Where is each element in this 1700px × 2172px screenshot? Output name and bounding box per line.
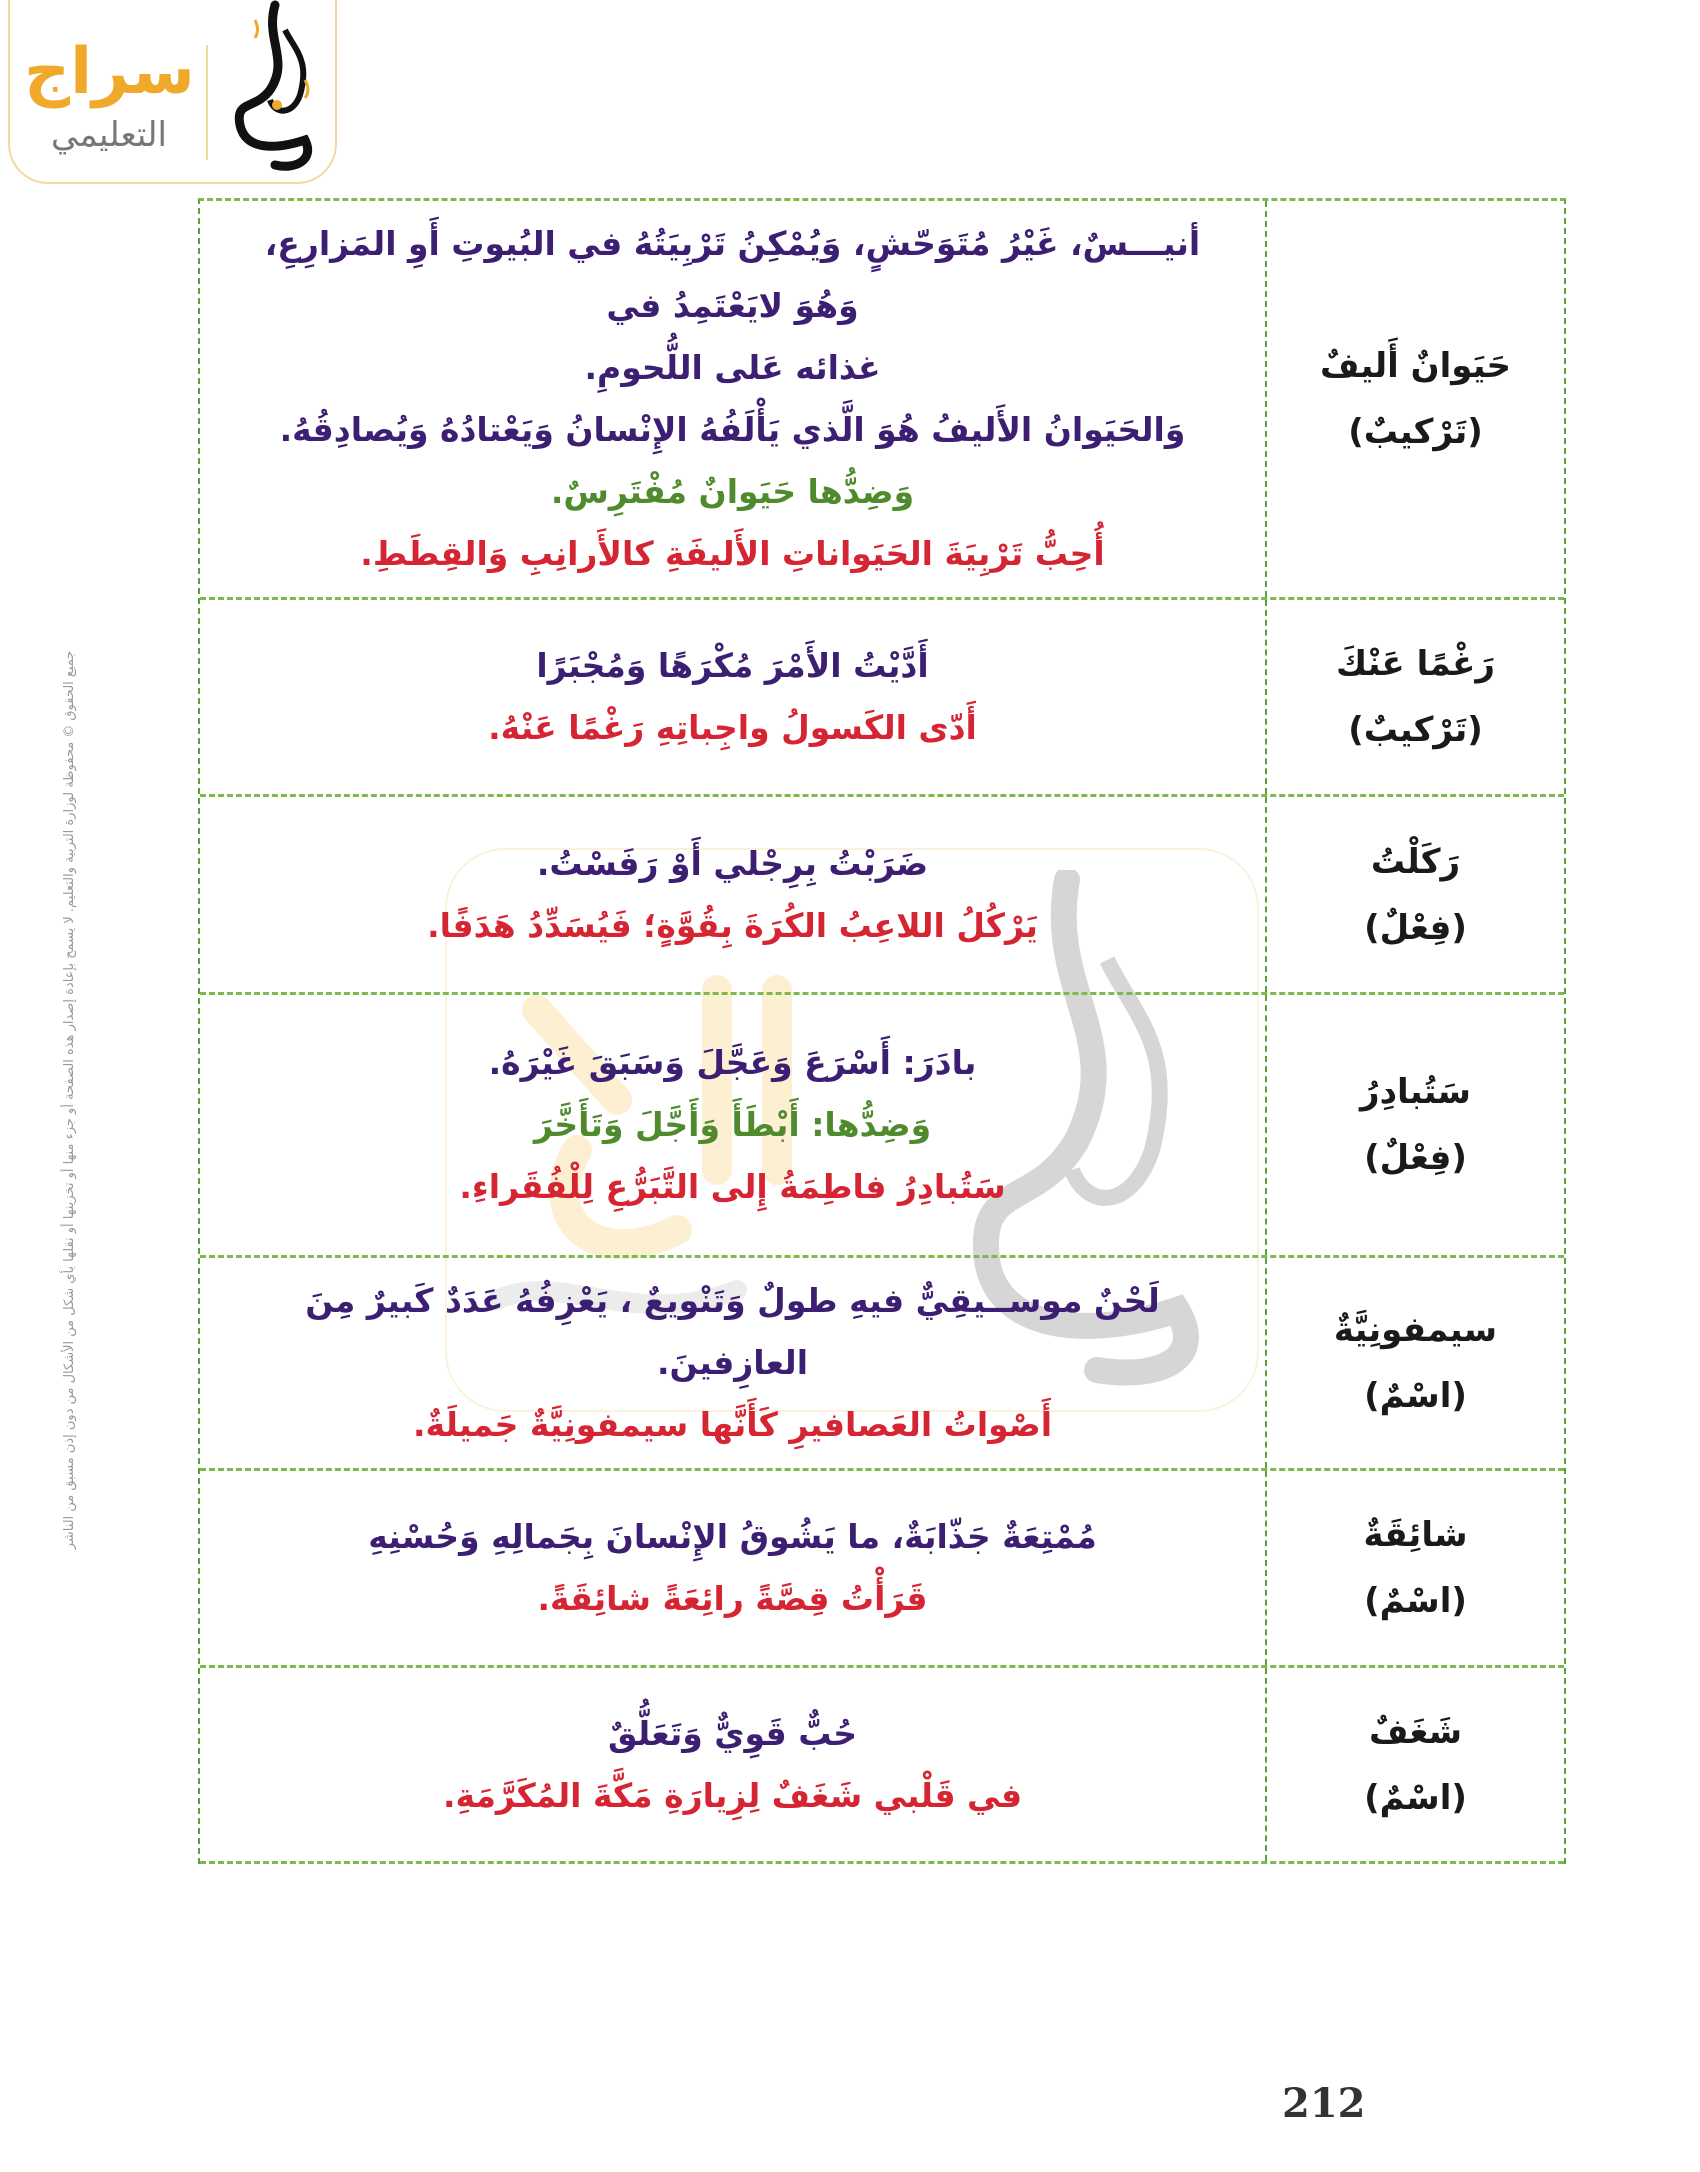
vocab-word: رَكَلْتُ [1370, 841, 1461, 882]
example-line: أَصْواتُ العَصافيرِ كَأَنَّها سيمفونِيَّةٌ جَميلَةٌ. [412, 1405, 1053, 1444]
meaning-line: لَحْنٌ موســيقِيٌّ فيهِ طولٌ وَتَنْويعٌ ، يَعْزِفُهُ عَدَدٌ كَبيرٌ مِنَ العازِفينَ. [305, 1281, 1160, 1382]
word-cell [1265, 1258, 1564, 1468]
meaning-line: مُمْتِعَةٌ جَذّابَةٌ، ما يَشُوقُ الإِنْسانَ بِجَمالِهِ وَحُسْنِهِ [368, 1517, 1097, 1556]
opposite-line: وَضِدُّها: أَبْطَأَ وَأَجَّلَ وَتَأَخَّرَ [533, 1105, 932, 1144]
word-cell [1265, 201, 1564, 597]
word-cell [1265, 797, 1564, 992]
logo-brand-text: سراج [24, 35, 195, 109]
definition-cell [200, 1258, 1265, 1468]
meaning-line: غذائه عَلى اللُّحومِ. [584, 348, 881, 387]
page-number: 212 [1282, 2080, 1366, 2127]
logo-divider [206, 45, 208, 160]
meaning-line: حُبٌّ قَوِيٌّ وَتَعَلُّقٌ [608, 1713, 857, 1753]
word-type: (اسْمٌ) [1364, 1777, 1467, 1818]
meaning-line: أنيـــسٌ، غَيْرُ مُتَوَحّشٍ، وَيُمْكِنُ تَرْبِيَتُهُ في البُيوتِ أَوِ المَزارِعِ، وَهُوَ لايَعْتَمِدُ في [264, 224, 1201, 325]
vocab-word: حَيَوانٌ أَليفٌ [1320, 346, 1512, 386]
vocab-row [200, 1471, 1564, 1668]
example-line: قَرَأْتُ قِصَّةً رائِعَةً شائِقَةً. [537, 1579, 928, 1618]
word-type: (تَرْكيبٌ) [1348, 710, 1483, 750]
meaning-line: بادَرَ: أَسْرَعَ وَعَجَّلَ وَسَبَقَ غَيْرَهُ. [488, 1043, 977, 1082]
word-type: (اسْمٌ) [1364, 1581, 1467, 1621]
vocab-word: سيمفونِيَّةٌ [1333, 1310, 1498, 1350]
publisher-logo [8, 0, 337, 184]
word-cell [1265, 1668, 1564, 1861]
vocab-word: رَغْمًا عَنْكَ [1336, 644, 1495, 684]
vocab-row [200, 600, 1564, 797]
definition-cell [200, 1668, 1265, 1861]
calligraphy-logo-icon [215, 0, 330, 182]
word-cell [1265, 600, 1564, 794]
definition-cell [200, 600, 1265, 794]
vocab-word: سَتُبادِرُ [1360, 1072, 1471, 1112]
copyright-notice: جميع الحقوق © محفوظة لوزارة التربية والتعليم. لا يسمح بإعادة إصدار هذه الصفحة أو جزء منها أو تخزينها أو نقلها بأي شكل من الأشكال من دون إذن مسبق من الناشر [62, 650, 77, 1550]
meaning-line: ضَرَبْتُ بِرِجْلي أَوْ رَفَسْتُ. [536, 843, 929, 883]
example-line: يَرْكُلُ اللاعِبُ الكُرَةَ بِقُوَّةٍ؛ فَيُسَدِّدُ هَدَفًا. [427, 905, 1038, 945]
vocabulary-table [198, 198, 1566, 1864]
definition-cell [200, 201, 1265, 597]
word-cell [1265, 1471, 1564, 1665]
vocab-word: شَغَفٌ [1368, 1711, 1463, 1752]
logo-sub-text: التعليمي [51, 115, 167, 155]
word-type: (فِعْلٌ) [1364, 907, 1467, 948]
vocab-row [200, 1258, 1564, 1471]
vocab-row [200, 995, 1564, 1258]
meaning-line: أَدَّيْتُ الأَمْرَ مُكْرَهًا وَمُجْبَرًا [536, 646, 929, 685]
opposite-line: وَضِدُّها حَيَوانٌ مُفْتَرِسٌ. [550, 472, 915, 511]
word-cell [1265, 995, 1564, 1255]
word-type: (فِعْلٌ) [1364, 1138, 1467, 1178]
vocab-row [200, 201, 1564, 600]
example-line: أُحِبُّ تَرْبِيَةَ الحَيَواناتِ الأَليفَةِ كالأَرانِبِ وَالقِطَطِ. [360, 534, 1105, 573]
example-line: سَتُبادِرُ فاطِمَةُ إِلى التَّبَرُّعِ لِلْفُقَراءِ. [459, 1167, 1006, 1206]
word-type: (تَرْكيبٌ) [1348, 412, 1483, 452]
example-line: في قَلْبي شَغَفٌ لِزِيارَةِ مَكَّةَ المُكَرَّمَةِ. [442, 1775, 1023, 1815]
definition-cell [200, 995, 1265, 1255]
vocab-row [200, 1668, 1564, 1864]
word-type: (اسْمٌ) [1364, 1376, 1467, 1416]
vocab-word: شائِقَةٌ [1363, 1515, 1468, 1555]
example-line: أَدّى الكَسولُ واجِباتِهِ رَغْمًا عَنْهُ. [488, 708, 977, 747]
vocab-row [200, 797, 1564, 995]
definition-cell [200, 797, 1265, 992]
definition-cell [200, 1471, 1265, 1665]
meaning-line: وَالحَيَوانُ الأَليفُ هُوَ الَّذي يَأْلَفُهُ الإِنْسانُ وَيَعْتادُهُ وَيُصادِقُهُ. [279, 410, 1186, 449]
